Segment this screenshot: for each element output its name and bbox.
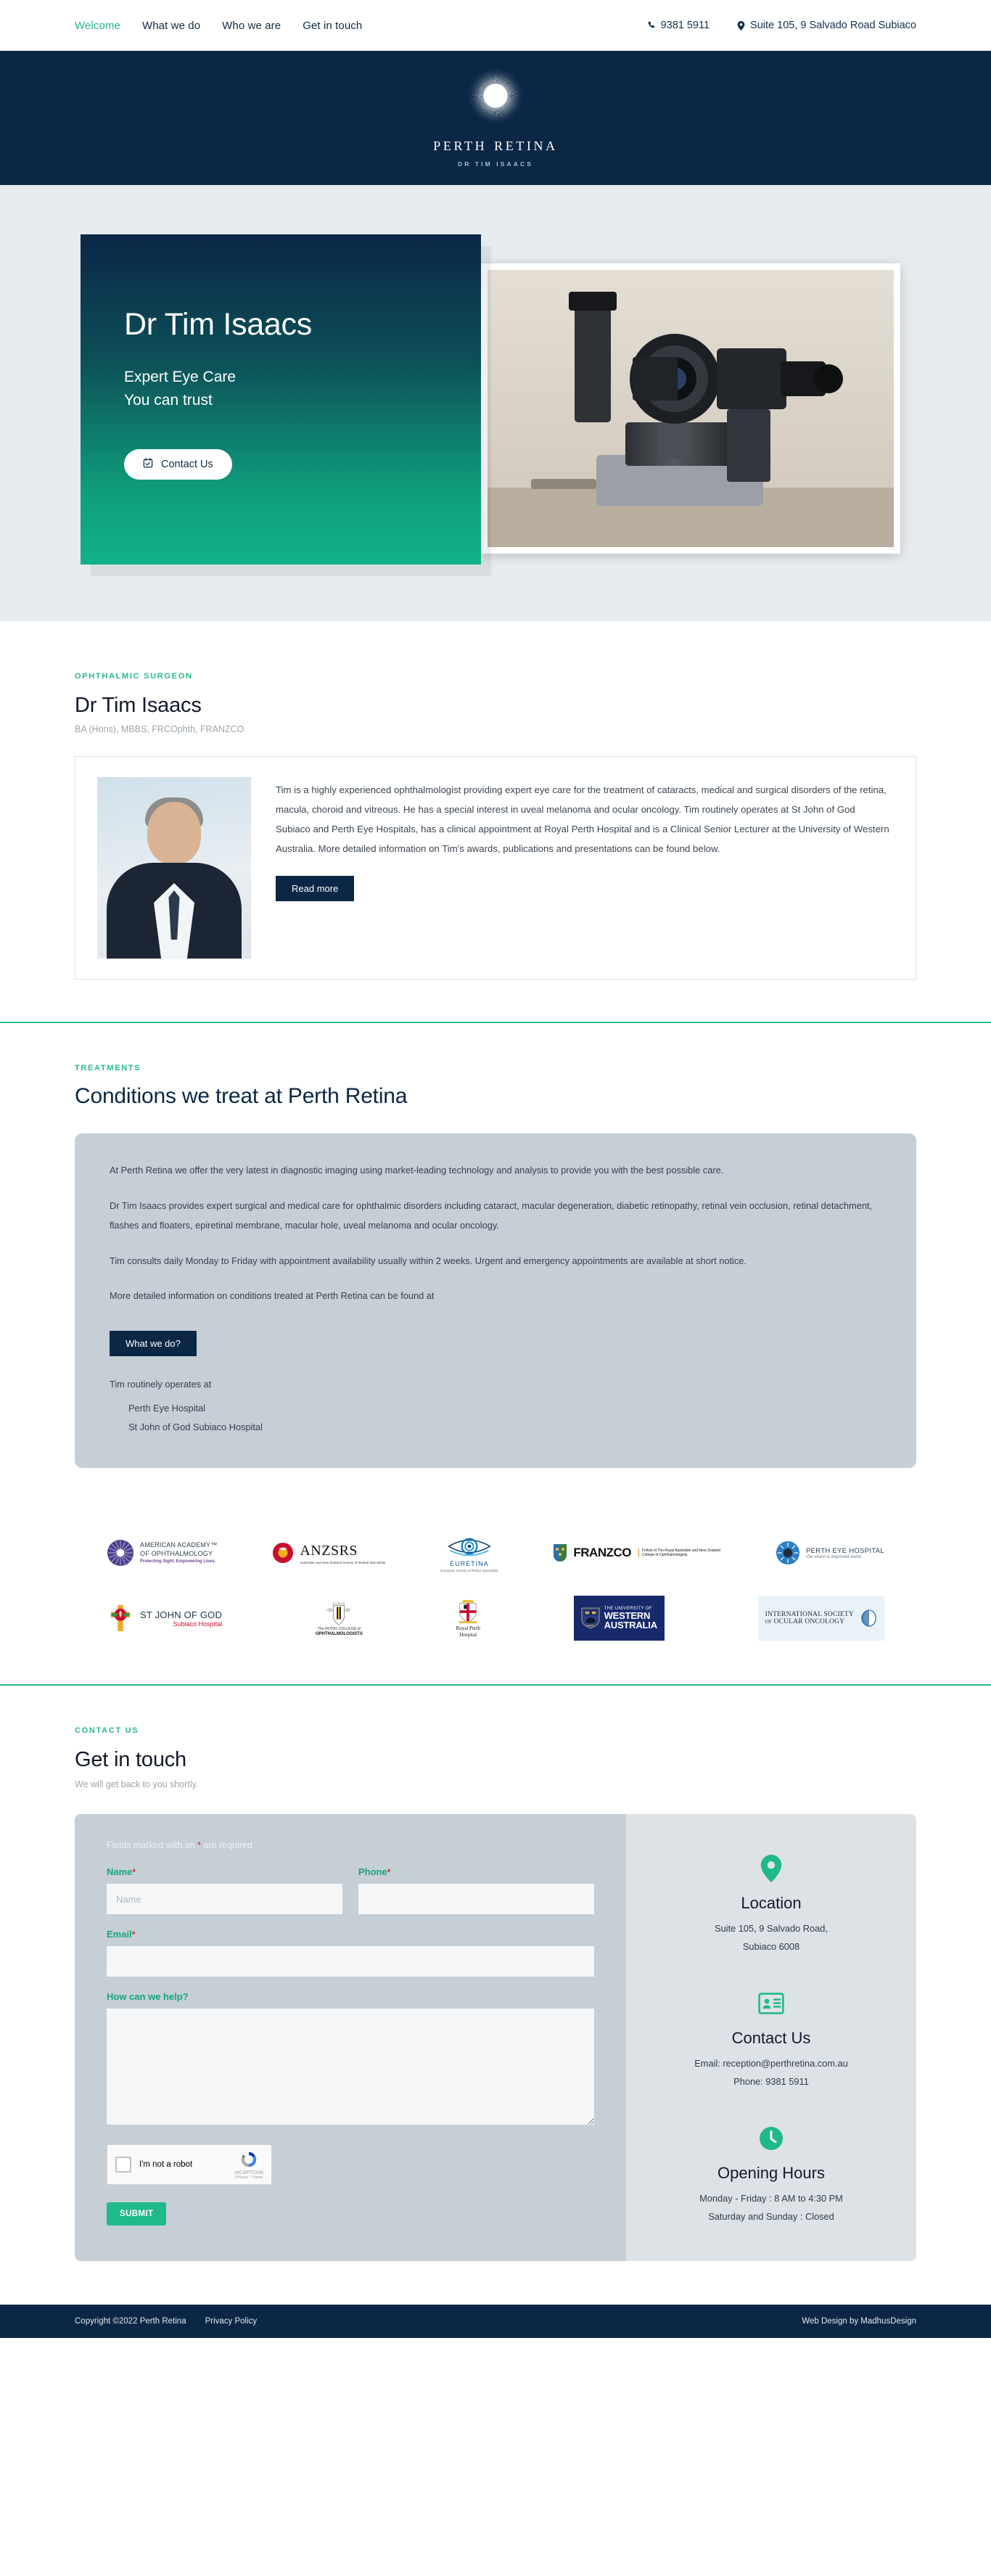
logo-anzsrs (272, 1530, 385, 1575)
logo-line-3: College of Ophthalmologists (641, 1553, 688, 1558)
treatments-paragraph-1: At Perth Retina we offer the very latest in diagnostic imaging using market-leading technology and analysis to provide you with the best possible care. (110, 1165, 724, 1176)
logo-line-2: OF OPHTHALMOLOGY (140, 1549, 213, 1557)
treatments-content-box (75, 1133, 916, 1468)
map-pin-icon (652, 1853, 890, 1884)
logo-line-2: Our vision is improved vision (805, 1554, 862, 1559)
recaptcha-checkbox[interactable] (115, 2157, 131, 2173)
hero-text-panel (81, 234, 481, 565)
logo-line-2: WESTERN (604, 1610, 651, 1622)
header-address[interactable] (737, 20, 916, 31)
logo-franzco (553, 1530, 720, 1575)
contact-eyebrow: CONTACT US (75, 1726, 139, 1736)
surgeon-degrees: BA (Hons), MBBS, FRCOphth, FRANZCO (75, 724, 244, 734)
contact-subtitle: We will get back to you shortly. (75, 1779, 199, 1790)
logo-royal-college-of-ophthalmologists (316, 1596, 363, 1641)
sidebar-hours-title: Opening Hours (717, 2164, 825, 2183)
read-more-button[interactable]: Read more (276, 876, 354, 901)
treatments-title: Conditions we treat at Perth Retina (75, 1084, 408, 1108)
name-input[interactable] (107, 1884, 342, 1914)
logo-line-2: Fellow of The Royal Australian and New Zealand (641, 1549, 721, 1554)
what-we-do-button[interactable]: What we do? (110, 1331, 197, 1356)
logo-line-3: AUSTRALIA (604, 1620, 657, 1631)
nav-item-who-we-are[interactable]: Who we are (222, 19, 281, 32)
address-text: Suite 105, 9 Salvado Road Subiaco (750, 20, 916, 31)
required-fields-note (107, 1840, 594, 1850)
hospital-list-item: St John of God Subiaco Hospital (128, 1421, 263, 1432)
primary-nav (75, 20, 362, 32)
logo-line-2: Hospital (459, 1632, 477, 1638)
required-note-star: * (197, 1840, 201, 1851)
treatments-section (0, 1022, 991, 1501)
logo-line-1: FRANZCO (573, 1546, 631, 1560)
sidebar-location-title: Location (741, 1894, 802, 1913)
hero-section (0, 185, 991, 621)
hospital-list-item: Perth Eye Hospital (128, 1403, 205, 1414)
email-label-text: Email (107, 1929, 132, 1940)
logo-line-1: PERTH EYE HOSPITAL (805, 1546, 884, 1555)
name-label-text: Name (107, 1866, 133, 1878)
treatments-paragraph-2: Dr Tim Isaacs provides expert surgical and medical care for ophthalmic disorders including cataract, macular degeneration, diabetic retinopathy, retinal vein occlusion, retinal detachment, flashes and floaters, epiretinal membrane, macular hole, uveal melanoma and ocular oncology. (110, 1199, 873, 1231)
required-note-after: are required (203, 1840, 252, 1851)
email-field-group (107, 1929, 594, 1977)
message-field-group (107, 1991, 594, 2128)
logo-tagline: DR TIM ISAACS (457, 160, 534, 168)
recaptcha-terms[interactable]: Privacy - Terms (235, 2175, 263, 2180)
hero-button-label: Contact Us (161, 459, 213, 470)
logo-line-1: AMERICAN ACADEMY™ (140, 1541, 218, 1549)
hero-contact-us-button[interactable] (124, 449, 232, 480)
surgeon-bio-card (75, 756, 916, 980)
header-phone[interactable] (647, 20, 710, 31)
name-label: Name* (107, 1866, 136, 1878)
logo-line-1: The ROYAL COLLEGE of (317, 1627, 361, 1632)
sidebar-block-contact (652, 1988, 890, 2091)
operates-at-label: Tim routinely operates at (110, 1379, 212, 1390)
logo-line-3: Protecting Sight. Empowering Lives. (140, 1559, 216, 1564)
starburst-eye-icon (468, 68, 523, 123)
sidebar-hours-line-1: Monday - Friday : 8 AM to 4:30 PM (699, 2193, 843, 2204)
footer-privacy-policy-link[interactable]: Privacy Policy (205, 2317, 258, 2326)
contact-grid (75, 1814, 916, 2261)
recaptcha-brand-name: reCAPTCHA (234, 2170, 263, 2175)
surgeon-name: Dr Tim Isaacs (75, 694, 202, 717)
sidebar-block-hours (652, 2123, 890, 2226)
sidebar-location-line-2: Subiaco 6008 (742, 1941, 800, 1953)
contact-section (0, 1684, 991, 2305)
treatments-paragraph-4: More detailed information on conditions treated at Perth Retina can be found at (110, 1290, 435, 1302)
nav-item-what-we-do[interactable]: What we do (141, 19, 201, 32)
logo-university-of-western-australia (574, 1596, 665, 1641)
contact-form (75, 1814, 626, 2261)
email-label: Email* (107, 1929, 136, 1940)
sidebar-block-location (652, 1853, 890, 1956)
hero-subtitle-line-1: Expert Eye Care (124, 369, 237, 385)
hero-image-slit-lamp (481, 263, 900, 554)
recaptcha-icon (239, 2150, 258, 2169)
logo-line-1: ANZSRS (300, 1542, 358, 1559)
footer-credit-link[interactable]: Web Design by MadhusDesign (802, 2317, 916, 2326)
logo-line-1: Royal Perth (456, 1625, 480, 1632)
logo-row-2 (75, 1586, 916, 1651)
surgeon-portrait (97, 777, 251, 959)
hero-title: Dr Tim Isaacs (124, 307, 312, 342)
sidebar-location-line-1: Suite 105, 9 Salvado Road, (715, 1923, 828, 1935)
site-header-logo-band (0, 51, 991, 185)
phone-field-group (358, 1866, 594, 1914)
nav-item-get-in-touch[interactable]: Get in touch (303, 19, 363, 32)
top-bar (0, 0, 991, 51)
clock-icon (652, 2123, 890, 2154)
logo-line-1: EURETINA (450, 1559, 489, 1567)
logo-line-2: of OCULAR ONCOLOGY (765, 1618, 845, 1626)
surgeon-section (0, 621, 991, 1022)
logo-line-1: THE UNIVERSITY OF (604, 1607, 652, 1612)
required-note-before: Fields marked with an (107, 1840, 195, 1851)
recaptcha-branding (234, 2150, 263, 2180)
hero-subtitle-line-2: You can trust (124, 391, 213, 409)
contact-sidebar (626, 1814, 916, 2261)
site-logo[interactable] (433, 68, 557, 168)
logo-line-2: Australian and New Zealand Society of Retinal Specialists (300, 1560, 386, 1564)
sidebar-hours-line-2: Saturday and Sunday : Closed (708, 2211, 834, 2223)
footer-copyright: Copyright ©2022 Perth Retina (75, 2317, 186, 2326)
logo-royal-perth-hospital (456, 1596, 480, 1641)
logo-line-2: Subiaco Hospital (173, 1620, 223, 1628)
phone-input[interactable] (358, 1884, 594, 1914)
phone-text: 9381 5911 (660, 20, 710, 31)
sidebar-contact-title: Contact Us (731, 2029, 811, 2048)
recaptcha-label: I'm not a robot (139, 2160, 193, 2170)
logo-line-1: INTERNATIONAL SOCIETY (765, 1611, 854, 1619)
treatments-eyebrow: TREATMENTS (75, 1064, 141, 1072)
recaptcha-widget[interactable] (107, 2144, 272, 2185)
surgeon-eyebrow: OPHTHALMIC SURGEON (75, 672, 193, 681)
logo-line-2: OPHTHALMOLOGISTS (315, 1632, 363, 1637)
logo-st-john-of-god-subiaco-hospital (107, 1596, 222, 1641)
map-pin-icon (737, 21, 745, 30)
sidebar-contact-phone[interactable]: Phone: 9381 5911 (733, 2076, 809, 2088)
affiliation-logos-section (0, 1501, 991, 1684)
message-textarea[interactable] (107, 2009, 594, 2125)
phone-label-text: Phone (358, 1866, 387, 1878)
name-field-group (107, 1866, 342, 1914)
logo-american-academy-of-ophthalmology (107, 1530, 217, 1575)
site-footer (0, 2305, 991, 2338)
hospital-list (110, 1399, 881, 1436)
sidebar-contact-email[interactable]: Email: reception@perthretina.com.au (694, 2058, 848, 2070)
logo-wordmark: perth retina (433, 135, 558, 155)
logo-perth-eye-hospital (776, 1530, 884, 1575)
message-label: How can we help? (107, 1991, 189, 2003)
contact-card-icon (652, 1988, 890, 2019)
phone-icon (647, 21, 656, 30)
calendar-check-icon (143, 458, 153, 471)
surgeon-bio-text: Tim is a highly experienced ophthalmologist providing expert eye care for the treatment of cataracts, medical and surgical disorders of the retina, macula, choroid and vitreous. He has a special interest in uveal melanoma and ocular oncology. Tim routinely operates at St John of God Subiaco and Perth Eye Hospitals, has a clinical appointment at Royal Perth Hospital and is a Clinical Senior Lecturer at the University of Western Australia. More detailed information on Tim's awards, publications and presentations can be found below. (276, 784, 889, 855)
submit-button[interactable]: SUBMIT (107, 2202, 166, 2226)
phone-label: Phone* (358, 1866, 391, 1878)
contact-title: Get in touch (75, 1748, 186, 1772)
top-contact-info (647, 20, 916, 31)
logo-international-society-of-ocular-oncology (758, 1596, 884, 1641)
logo-line-2: European Society of Retina Specialists (440, 1568, 498, 1572)
email-input[interactable] (107, 1946, 594, 1977)
logo-line-1: ST JOHN OF GOD (140, 1609, 223, 1620)
treatments-paragraph-3: Tim consults daily Monday to Friday with appointment availability usually within 2 weeks. Urgent and emergency appointments are available at short notice. (110, 1255, 747, 1266)
logo-row-1 (75, 1520, 916, 1586)
logo-euretina (440, 1530, 498, 1575)
nav-item-welcome[interactable]: Welcome (75, 19, 120, 32)
